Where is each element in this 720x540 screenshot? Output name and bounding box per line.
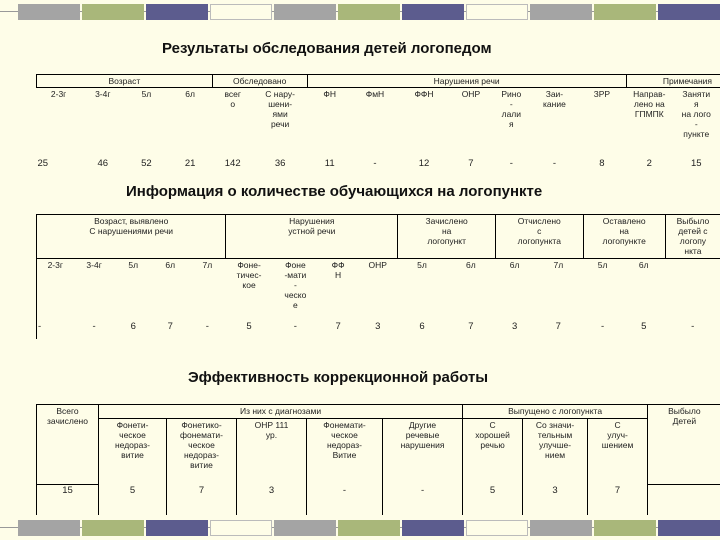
col-2-3y: 2-3г: [50, 89, 67, 99]
bottom-decor-band: [0, 516, 720, 540]
col-phonetic-phonematic: Фонетико- фонемати- ческое недораз- витие: [167, 419, 237, 485]
table-row: [37, 158, 720, 172]
value-7y: -: [205, 320, 209, 332]
group-remaining: Оставлено на логопункте: [583, 215, 665, 259]
col-phonematic: Фоне -мати - ческо е: [284, 260, 307, 310]
group-examined: Обследовано: [212, 75, 307, 88]
col-fn: ФН: [323, 89, 337, 99]
value-onr: 7: [468, 157, 474, 169]
col-remaining-5y: 5л: [597, 260, 608, 270]
value-dismissed-7y: 7: [555, 320, 561, 332]
value-dismissed-6y: 3: [511, 320, 518, 332]
col-phonetic-underdev: Фонети- ческое недораз- витие: [99, 419, 167, 485]
section1-title: Результаты обследования детей логопедом: [162, 40, 492, 57]
col-ffn: ФФН: [414, 89, 434, 99]
group-dismissed: Отчислено с логопункта: [496, 215, 583, 259]
group-age: Возраст: [37, 75, 213, 88]
col-ffn: ФФ Н: [331, 260, 345, 280]
value-ffn: 7: [335, 320, 341, 332]
group-speech-disorders: Нарушения речи: [307, 75, 626, 88]
section2-title: Информация о количестве обучающихся на логопункте: [126, 183, 543, 200]
value-total: 142: [224, 157, 241, 169]
group-dropped-out: Выбыло детей с логопу нкта: [665, 215, 720, 259]
table-row: [37, 485, 720, 515]
value-remaining-6y: 5: [641, 320, 647, 332]
col-other-disorders: Другие речевые нарушения: [383, 419, 463, 485]
col-enrolled-5y: 5л: [417, 260, 427, 270]
col-rinolalia: Рино - лали я: [501, 89, 522, 129]
value-3-4y: 46: [97, 157, 109, 169]
col-lessons: Заняти я на лого - пункте: [681, 89, 711, 139]
col-5y: 5л: [128, 260, 139, 270]
value-phonetic-phonematic: 7: [167, 485, 237, 515]
top-decor-band: [0, 0, 720, 24]
value-6y: 7: [167, 320, 173, 332]
group-oral-speech: Нарушения устной речи: [226, 215, 398, 259]
col-remaining-6y: 6л: [638, 260, 649, 270]
value-lessons: 15: [690, 157, 702, 169]
header-dropped-out: Выбыло Детей: [648, 405, 720, 485]
value-enrolled-5y: 6: [419, 320, 425, 332]
col-2-3y: 2-3г: [37, 259, 74, 321]
group-released: Выпущено с логопункта: [463, 405, 648, 419]
section3-title: Эффективность коррекционной работы: [188, 369, 489, 386]
col-dismissed-6y: 6л: [509, 260, 520, 270]
col-good-speech: С хорошей речью: [463, 419, 523, 485]
group-diagnoses: Из них с диагнозами: [99, 405, 463, 419]
value-enrolled-6y: 7: [468, 320, 474, 332]
col-total: всег о: [224, 89, 241, 109]
value-dropped-out: [648, 485, 720, 515]
value-5y: 6: [130, 320, 136, 332]
col-zrr: ЗРР: [593, 89, 611, 99]
col-significant-improvement: Со значи- тельным улучше- нием: [523, 419, 588, 485]
value-significant-improvement: 3: [523, 485, 588, 515]
value-stutter: -: [552, 157, 556, 169]
logopoint-table: [36, 214, 720, 339]
value-5y: 52: [141, 157, 152, 169]
value-2-3y: 25: [37, 157, 49, 169]
value-dropped-out: -: [691, 320, 695, 332]
value-remaining-5y: -: [600, 320, 605, 332]
effectiveness-table: [36, 404, 720, 515]
col-7y: 7л: [202, 260, 213, 270]
col-5y: 5л: [141, 89, 152, 99]
col-with-disorders: С нару- шени- ями речи: [265, 89, 295, 129]
value-2-3y: -: [37, 321, 74, 339]
col-referred: Направ- лено на ГПМПК: [633, 89, 666, 119]
value-fmn: -: [373, 157, 377, 169]
value-fn: 11: [324, 157, 335, 169]
value-phonematic-underdev: -: [307, 485, 383, 515]
col-dismissed-7y: 7л: [553, 260, 564, 270]
group-age-detected: Возраст, выявлено С нарушениями речи: [37, 215, 226, 259]
value-with-disorders: 36: [274, 157, 286, 169]
col-fmn: ФмН: [365, 89, 385, 99]
header-total-enrolled: Всего зачислено: [37, 405, 99, 485]
col-stutter: Заи- кание: [543, 89, 566, 109]
col-3-4y: 3-4г: [86, 260, 102, 270]
value-improvement: 7: [588, 485, 648, 515]
col-dropped-out: [665, 259, 720, 321]
col-improvement: С улуч- шением: [588, 419, 648, 485]
value-ffn: 12: [418, 157, 430, 169]
col-onr: ОНР: [368, 260, 387, 270]
value-zrr: 8: [599, 157, 605, 169]
col-3-4y: 3-4г: [95, 89, 111, 99]
col-onr-3: ОНР 111 ур.: [237, 419, 307, 485]
group-notes: Примечания: [626, 75, 720, 88]
col-phonetic: Фоне- тичес- кое: [236, 260, 262, 290]
value-3-4y: -: [92, 320, 96, 332]
value-other-disorders: -: [383, 485, 463, 515]
col-6y: 6л: [185, 89, 195, 99]
value-total-enrolled: 15: [37, 485, 99, 515]
table-row: [37, 321, 720, 339]
value-phonematic: -: [293, 320, 297, 332]
value-onr-3: 3: [237, 485, 307, 515]
value-onr: 3: [375, 320, 381, 332]
value-referred: 2: [646, 157, 652, 169]
group-enrolled: Зачислено на логопункт: [398, 215, 496, 259]
value-6y: 21: [184, 157, 196, 169]
value-phonetic-underdev: 5: [99, 485, 167, 515]
col-phonematic-underdev: Фонемати- ческое недораз- Витие: [307, 419, 383, 485]
value-good-speech: 5: [463, 485, 523, 515]
col-enrolled-6y: 6л: [466, 260, 476, 270]
col-6y: 6л: [165, 260, 176, 270]
col-onr: ОНР: [461, 89, 481, 99]
value-rinolalia: -: [509, 157, 513, 169]
survey-table: [36, 74, 720, 172]
value-phonetic: 5: [246, 320, 252, 332]
